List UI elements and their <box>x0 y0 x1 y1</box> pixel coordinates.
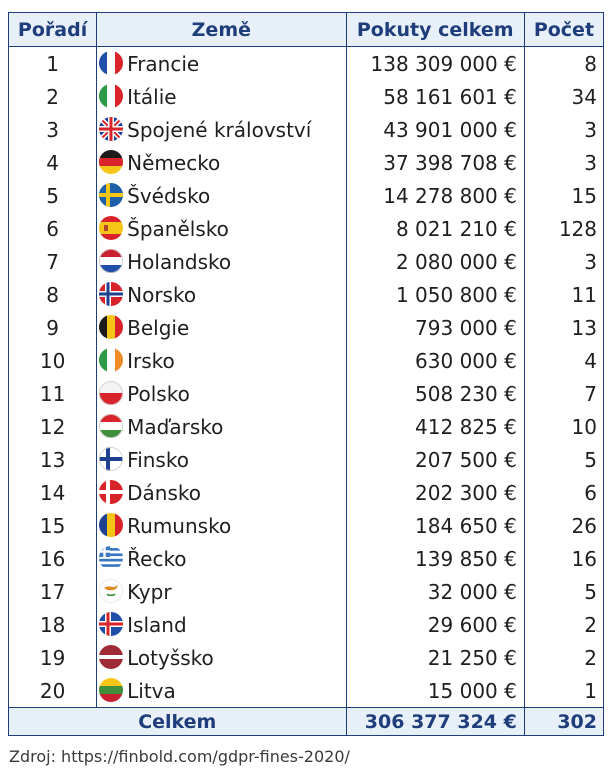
country-cell <box>97 344 346 377</box>
country-name: Dánsko <box>127 481 201 505</box>
flag-sweden-icon <box>99 183 123 207</box>
header-count: Počet <box>524 13 603 47</box>
count-cell: 3 <box>524 245 603 278</box>
rank-cell: 3 <box>9 113 97 146</box>
count-cell: 3 <box>524 146 603 179</box>
country-cell <box>97 311 346 344</box>
country-cell <box>97 377 346 410</box>
fine-cell: 184 650 € <box>346 509 524 542</box>
country-cell <box>97 608 346 641</box>
count-cell: 2 <box>524 608 603 641</box>
header-rank: Pořadí <box>9 13 97 47</box>
country-cell <box>97 212 346 245</box>
table-row <box>9 608 604 641</box>
count-cell: 1 <box>524 674 603 708</box>
rank-cell: 14 <box>9 476 97 509</box>
fine-cell: 32 000 € <box>346 575 524 608</box>
country-name: Kypr <box>127 580 172 604</box>
count-cell: 6 <box>524 476 603 509</box>
rank-cell: 16 <box>9 542 97 575</box>
flag-romania-icon <box>99 513 123 537</box>
table-row <box>9 80 604 113</box>
table-row <box>9 311 604 344</box>
table-row <box>9 278 604 311</box>
table-row <box>9 344 604 377</box>
fine-cell: 138 309 000 € <box>346 47 524 81</box>
table-row <box>9 179 604 212</box>
rank-cell: 17 <box>9 575 97 608</box>
count-cell: 8 <box>524 47 603 81</box>
flag-uk-icon <box>99 117 123 141</box>
table-row <box>9 509 604 542</box>
count-cell: 26 <box>524 509 603 542</box>
count-cell: 2 <box>524 641 603 674</box>
country-cell <box>97 113 346 146</box>
count-cell: 11 <box>524 278 603 311</box>
total-row <box>9 708 604 736</box>
fine-cell: 202 300 € <box>346 476 524 509</box>
rank-cell: 10 <box>9 344 97 377</box>
country-cell <box>97 179 346 212</box>
count-cell: 3 <box>524 113 603 146</box>
rank-cell: 4 <box>9 146 97 179</box>
rank-cell: 19 <box>9 641 97 674</box>
flag-ireland-icon <box>99 348 123 372</box>
table-row <box>9 212 604 245</box>
fine-cell: 2 080 000 € <box>346 245 524 278</box>
country-name: Polsko <box>127 382 190 406</box>
flag-spain-icon <box>99 216 123 240</box>
country-cell <box>97 509 346 542</box>
rank-cell: 8 <box>9 278 97 311</box>
fine-cell: 29 600 € <box>346 608 524 641</box>
country-cell <box>97 575 346 608</box>
rank-cell: 20 <box>9 674 97 708</box>
fine-cell: 1 050 800 € <box>346 278 524 311</box>
count-cell: 34 <box>524 80 603 113</box>
country-cell <box>97 641 346 674</box>
country-cell <box>97 80 346 113</box>
country-cell <box>97 245 346 278</box>
flag-finland-icon <box>99 447 123 471</box>
country-name: Belgie <box>127 316 190 340</box>
country-cell <box>97 47 346 81</box>
country-name: Maďarsko <box>127 415 224 439</box>
fine-cell: 58 161 601 € <box>346 80 524 113</box>
country-name: Irsko <box>127 349 175 373</box>
flag-cyprus-icon <box>99 579 123 603</box>
country-cell <box>97 674 346 708</box>
flag-hungary-icon <box>99 414 123 438</box>
count-cell: 4 <box>524 344 603 377</box>
rank-cell: 12 <box>9 410 97 443</box>
table-row <box>9 674 604 708</box>
count-cell: 128 <box>524 212 603 245</box>
rank-cell: 1 <box>9 47 97 81</box>
flag-latvia-icon <box>99 645 123 669</box>
country-name: Holandsko <box>127 250 232 274</box>
table-row <box>9 377 604 410</box>
table-row <box>9 113 604 146</box>
country-name: Island <box>127 613 187 637</box>
country-name: Itálie <box>127 85 177 109</box>
flag-norway-icon <box>99 282 123 306</box>
flag-iceland-icon <box>99 612 123 636</box>
fine-cell: 412 825 € <box>346 410 524 443</box>
fine-cell: 139 850 € <box>346 542 524 575</box>
total-fine: 306 377 324 € <box>346 708 524 736</box>
source-note: Zdroj: https://finbold.com/gdpr-fines-2020/ <box>9 747 350 766</box>
count-cell: 7 <box>524 377 603 410</box>
fine-cell: 207 500 € <box>346 443 524 476</box>
country-name: Lotyšsko <box>127 646 214 670</box>
fine-cell: 508 230 € <box>346 377 524 410</box>
count-cell: 16 <box>524 542 603 575</box>
table-row <box>9 410 604 443</box>
gdpr-fines-table <box>8 12 604 736</box>
flag-france-icon <box>99 51 123 75</box>
country-name: Francie <box>127 52 200 76</box>
flag-denmark-icon <box>99 480 123 504</box>
country-name: Švédsko <box>127 184 211 208</box>
flag-germany-icon <box>99 150 123 174</box>
flag-greece-icon <box>99 546 123 570</box>
total-label: Celkem <box>9 708 347 736</box>
total-count: 302 <box>524 708 603 736</box>
country-name: Německo <box>127 151 221 175</box>
fine-cell: 793 000 € <box>346 311 524 344</box>
country-name: Řecko <box>127 547 187 571</box>
count-cell: 10 <box>524 410 603 443</box>
rank-cell: 6 <box>9 212 97 245</box>
rank-cell: 15 <box>9 509 97 542</box>
country-name: Rumunsko <box>127 514 232 538</box>
table-row <box>9 476 604 509</box>
country-cell <box>97 146 346 179</box>
header-row <box>9 13 604 47</box>
rank-cell: 11 <box>9 377 97 410</box>
country-name: Španělsko <box>127 217 229 241</box>
table-row <box>9 245 604 278</box>
country-cell <box>97 476 346 509</box>
country-name: Norsko <box>127 283 197 307</box>
fine-cell: 14 278 800 € <box>346 179 524 212</box>
fine-cell: 21 250 € <box>346 641 524 674</box>
header-country: Země <box>97 13 346 47</box>
fine-cell: 37 398 708 € <box>346 146 524 179</box>
rank-cell: 18 <box>9 608 97 641</box>
header-fines: Pokuty celkem <box>346 13 524 47</box>
flag-belgium-icon <box>99 315 123 339</box>
rank-cell: 5 <box>9 179 97 212</box>
country-cell <box>97 443 346 476</box>
country-cell <box>97 542 346 575</box>
fine-cell: 43 901 000 € <box>346 113 524 146</box>
table-row <box>9 47 604 81</box>
count-cell: 15 <box>524 179 603 212</box>
count-cell: 13 <box>524 311 603 344</box>
count-cell: 5 <box>524 575 603 608</box>
country-name: Finsko <box>127 448 189 472</box>
country-cell <box>97 278 346 311</box>
table-row <box>9 542 604 575</box>
fine-cell: 15 000 € <box>346 674 524 708</box>
flag-netherlands-icon <box>99 249 123 273</box>
country-cell <box>97 410 346 443</box>
table-row <box>9 146 604 179</box>
count-cell: 5 <box>524 443 603 476</box>
rank-cell: 7 <box>9 245 97 278</box>
fine-cell: 8 021 210 € <box>346 212 524 245</box>
flag-poland-icon <box>99 381 123 405</box>
country-name: Spojené království <box>127 118 312 142</box>
table-row <box>9 641 604 674</box>
table-row <box>9 443 604 476</box>
fine-cell: 630 000 € <box>346 344 524 377</box>
country-name: Litva <box>127 679 176 703</box>
table-row <box>9 575 604 608</box>
flag-lithuania-icon <box>99 678 123 702</box>
rank-cell: 2 <box>9 80 97 113</box>
flag-italy-icon <box>99 84 123 108</box>
rank-cell: 9 <box>9 311 97 344</box>
rank-cell: 13 <box>9 443 97 476</box>
